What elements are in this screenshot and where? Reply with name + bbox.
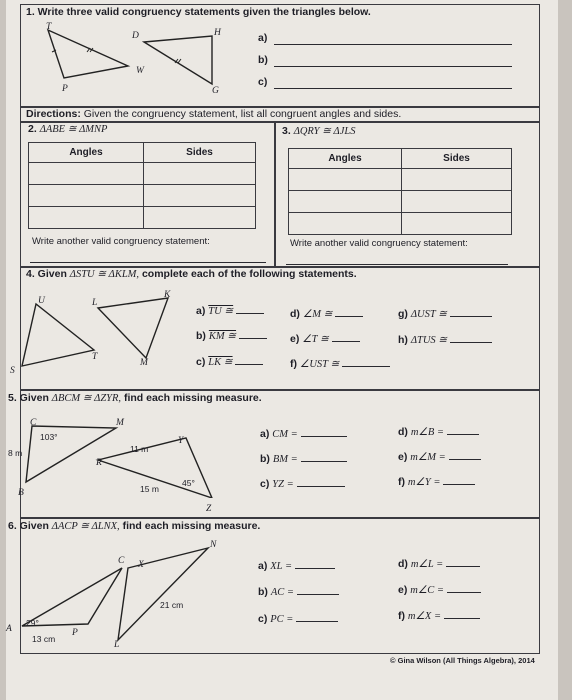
q5-item-b bbox=[260, 453, 347, 465]
q4-item-f-math: ∠UST ≅ bbox=[299, 359, 340, 370]
q6-statement: ΔACP ≅ ΔLNX, bbox=[51, 521, 120, 532]
q2-statement: ΔABE ≅ ΔMNP bbox=[39, 124, 108, 135]
q2-cell[interactable] bbox=[144, 207, 256, 229]
q3-write-another-blank[interactable] bbox=[286, 264, 508, 265]
q6-measure-angle-a: 29° bbox=[26, 618, 39, 628]
q3-table bbox=[288, 148, 512, 235]
q6-label-P: P bbox=[72, 628, 78, 638]
q2-cell[interactable] bbox=[29, 185, 144, 207]
worksheet bbox=[6, 0, 558, 700]
q4-item-c-blank[interactable] bbox=[235, 364, 263, 365]
q5-heading bbox=[8, 392, 262, 404]
q3-label: 3. bbox=[282, 125, 291, 137]
q6-item-c-math: PC = bbox=[270, 614, 294, 625]
q4-item-f-blank[interactable] bbox=[342, 366, 390, 367]
q5-label-Z: Z bbox=[206, 504, 212, 514]
q1-answer-a-label: a) bbox=[258, 32, 268, 44]
q5-item-a bbox=[260, 428, 347, 440]
q4-item-f-label: f) bbox=[290, 358, 297, 370]
q4-item-a bbox=[196, 305, 264, 317]
q5-item-f-label: f) bbox=[398, 476, 405, 488]
q3-cell[interactable] bbox=[402, 191, 512, 213]
q3-heading bbox=[282, 125, 355, 137]
q2-q3-separator bbox=[274, 121, 276, 266]
q4-label-T: T bbox=[92, 352, 98, 362]
q4-item-b-label: b) bbox=[196, 330, 206, 342]
q6-tail: find each missing measure. bbox=[122, 520, 261, 532]
q4-item-g bbox=[398, 308, 492, 320]
q6-item-e-blank[interactable] bbox=[447, 592, 481, 593]
q4-item-b-math: KM ≅ bbox=[208, 331, 237, 342]
q5-label-C: C bbox=[30, 418, 37, 428]
q1-prompt: 1. Write three valid congruency statements given the triangles below. bbox=[26, 6, 371, 18]
q1-answer-b-blank[interactable] bbox=[274, 66, 512, 67]
q5-measure-angle-c: 103° bbox=[40, 432, 58, 442]
q6-lead: 6. Given bbox=[8, 520, 49, 532]
q3-statement: ΔQRY ≅ ΔJLS bbox=[293, 126, 356, 137]
q5-item-c bbox=[260, 478, 345, 490]
q6-item-c-blank[interactable] bbox=[296, 621, 338, 622]
q2-write-another-blank[interactable] bbox=[30, 262, 266, 263]
q1-label-W: W bbox=[136, 66, 144, 76]
q4-label-S: S bbox=[10, 366, 15, 376]
q5-item-c-label: c) bbox=[260, 478, 270, 490]
q6-item-b bbox=[258, 586, 339, 598]
divider bbox=[20, 517, 539, 519]
q3-col-sides: Sides bbox=[402, 149, 512, 169]
q6-item-b-label: b) bbox=[258, 586, 268, 598]
q6-label-L: L bbox=[114, 640, 120, 650]
q6-item-e-math: m∠C = bbox=[410, 585, 444, 596]
q4-item-d-math: ∠M ≅ bbox=[302, 309, 333, 320]
q5-item-a-math: CM = bbox=[272, 429, 298, 440]
q4-item-c-math: LK ≅ bbox=[208, 357, 233, 368]
q2-cell[interactable] bbox=[144, 163, 256, 185]
q4-item-h bbox=[398, 334, 492, 346]
q3-col-angles: Angles bbox=[289, 149, 402, 169]
q5-item-a-label: a) bbox=[260, 428, 270, 440]
q4-item-b-blank[interactable] bbox=[239, 338, 267, 339]
q6-item-d-blank[interactable] bbox=[446, 566, 480, 567]
q6-item-f-blank[interactable] bbox=[444, 618, 480, 619]
directions-text: Given the congruency statement, list all congruent angles and sides. bbox=[83, 108, 402, 120]
q4-label-K: K bbox=[164, 290, 171, 300]
q6-label-A: A bbox=[6, 624, 12, 634]
q2-heading bbox=[28, 123, 107, 135]
q5-item-e-label: e) bbox=[398, 451, 408, 463]
q5-item-b-math: BM = bbox=[272, 454, 298, 465]
q4-item-f bbox=[290, 358, 390, 370]
q4-statement: ΔSTU ≅ ΔKLM, bbox=[69, 269, 140, 280]
q5-statement: ΔBCM ≅ ΔZYR, bbox=[51, 393, 122, 404]
q5-item-c-math: YZ = bbox=[272, 479, 294, 490]
q6-item-a-math: XL = bbox=[270, 561, 293, 572]
q6-item-f-label: f) bbox=[398, 610, 405, 622]
q3-cell[interactable] bbox=[289, 169, 402, 191]
q4-item-a-math: TU ≅ bbox=[208, 306, 234, 317]
q4-item-g-label: g) bbox=[398, 308, 408, 320]
q1-label-H: H bbox=[214, 28, 221, 38]
q6-item-e-label: e) bbox=[398, 584, 408, 596]
q5-measure-side-rm: 11 m bbox=[130, 444, 149, 454]
q5-label-M: M bbox=[116, 418, 124, 428]
q2-cell[interactable] bbox=[29, 163, 144, 185]
q4-lead: 4. Given bbox=[26, 268, 67, 280]
q4-item-h-math: ΔTUS ≅ bbox=[410, 335, 448, 346]
q4-heading bbox=[26, 268, 357, 280]
q5-label-B: B bbox=[18, 488, 24, 498]
q5-item-d-blank[interactable] bbox=[447, 434, 479, 435]
q5-item-f-blank[interactable] bbox=[443, 484, 475, 485]
q5-item-e bbox=[398, 451, 481, 463]
q1-label-G: G bbox=[212, 86, 219, 96]
q4-item-g-blank[interactable] bbox=[450, 316, 492, 317]
q5-measure-side-rz: 15 m bbox=[140, 484, 159, 494]
q2-write-another: Write another valid congruency statement: bbox=[32, 236, 210, 247]
q1-answer-c-label: c) bbox=[258, 76, 268, 88]
q5-item-e-math: m∠M = bbox=[410, 452, 446, 463]
q6-item-b-blank[interactable] bbox=[297, 594, 339, 595]
q1-answer-a-blank[interactable] bbox=[274, 44, 512, 45]
q1-answer-b-label: b) bbox=[258, 54, 268, 66]
q5-item-d-math: m∠B = bbox=[410, 427, 444, 438]
q6-item-a bbox=[258, 560, 335, 572]
q2-col-sides: Sides bbox=[144, 143, 256, 163]
q6-measure-side-ap: 13 cm bbox=[32, 634, 56, 644]
directions bbox=[26, 108, 401, 120]
q5-item-d bbox=[398, 426, 479, 438]
q5-label-R: R bbox=[96, 458, 102, 468]
q2-cell[interactable] bbox=[144, 185, 256, 207]
q2-cell[interactable] bbox=[29, 207, 144, 229]
q4-item-c-label: c) bbox=[196, 356, 206, 368]
q6-item-e bbox=[398, 584, 481, 596]
q4-item-b bbox=[196, 330, 267, 342]
q3-cell[interactable] bbox=[402, 213, 512, 235]
q5-item-b-blank[interactable] bbox=[301, 461, 347, 462]
q1-label-T: T bbox=[46, 22, 52, 32]
q4-item-h-label: h) bbox=[398, 334, 408, 346]
q5-item-f bbox=[398, 476, 475, 488]
q5-label-Y: Y bbox=[178, 436, 184, 446]
q6-item-b-math: AC = bbox=[270, 587, 294, 598]
q1-answer-c-blank[interactable] bbox=[274, 88, 512, 89]
copyright: © Gina Wilson (All Things Algebra), 2014 bbox=[390, 656, 535, 665]
q6-measure-side-nl: 21 cm bbox=[160, 600, 184, 610]
q3-cell[interactable] bbox=[289, 191, 402, 213]
q5-lead: 5. Given bbox=[8, 392, 49, 404]
q4-item-a-label: a) bbox=[196, 305, 206, 317]
q6-item-f bbox=[398, 610, 480, 622]
q6-item-a-blank[interactable] bbox=[295, 568, 335, 569]
q4-item-d-label: d) bbox=[290, 308, 300, 320]
q3-write-another: Write another valid congruency statement: bbox=[290, 238, 468, 249]
q6-item-c bbox=[258, 613, 338, 625]
q4-item-a-blank[interactable] bbox=[236, 313, 264, 314]
q6-label-N: N bbox=[210, 540, 217, 550]
q2-label: 2. bbox=[28, 123, 37, 135]
q4-item-e-math: ∠T ≅ bbox=[302, 334, 329, 345]
q4-item-d bbox=[290, 308, 363, 320]
q6-label-X: X bbox=[138, 560, 144, 570]
q1-label-D: D bbox=[132, 31, 139, 41]
q5-item-d-label: d) bbox=[398, 426, 408, 438]
q6-item-a-label: a) bbox=[258, 560, 268, 572]
q5-measure-angle-z: 45° bbox=[182, 478, 195, 488]
q4-item-e bbox=[290, 333, 360, 345]
q4-item-h-blank[interactable] bbox=[450, 342, 492, 343]
q5-item-f-math: m∠Y = bbox=[407, 477, 441, 488]
q4-tail: complete each of the following statements. bbox=[141, 268, 357, 280]
q5-item-a-blank[interactable] bbox=[301, 436, 347, 437]
q5-item-b-label: b) bbox=[260, 453, 270, 465]
q5-item-e-blank[interactable] bbox=[449, 459, 481, 460]
q4-item-d-blank[interactable] bbox=[335, 316, 363, 317]
q4-item-g-math: ΔUST ≅ bbox=[410, 309, 447, 320]
directions-label: Directions: bbox=[26, 108, 81, 120]
q3-cell[interactable] bbox=[289, 213, 402, 235]
q5-tail: find each missing measure. bbox=[123, 392, 262, 404]
q1-label-P: P bbox=[62, 84, 68, 94]
q6-heading bbox=[8, 520, 260, 532]
q2-table bbox=[28, 142, 256, 229]
q5-item-c-blank[interactable] bbox=[297, 486, 345, 487]
q6-item-c-label: c) bbox=[258, 613, 268, 625]
q5-measure-side-cb: 8 m bbox=[8, 448, 23, 458]
q4-label-M: M bbox=[140, 358, 148, 368]
q6-label-C: C bbox=[118, 556, 125, 566]
q4-label-U: U bbox=[38, 296, 45, 306]
q4-label-L: L bbox=[92, 298, 98, 308]
q4-item-c bbox=[196, 356, 263, 368]
q6-item-d-math: m∠L = bbox=[410, 559, 444, 570]
q6-item-d-label: d) bbox=[398, 558, 408, 570]
q4-item-e-blank[interactable] bbox=[332, 341, 360, 342]
q3-cell[interactable] bbox=[402, 169, 512, 191]
q2-col-angles: Angles bbox=[29, 143, 144, 163]
q6-item-f-math: m∠X = bbox=[407, 611, 442, 622]
q6-item-d bbox=[398, 558, 480, 570]
divider bbox=[20, 389, 539, 391]
q4-item-e-label: e) bbox=[290, 333, 300, 345]
